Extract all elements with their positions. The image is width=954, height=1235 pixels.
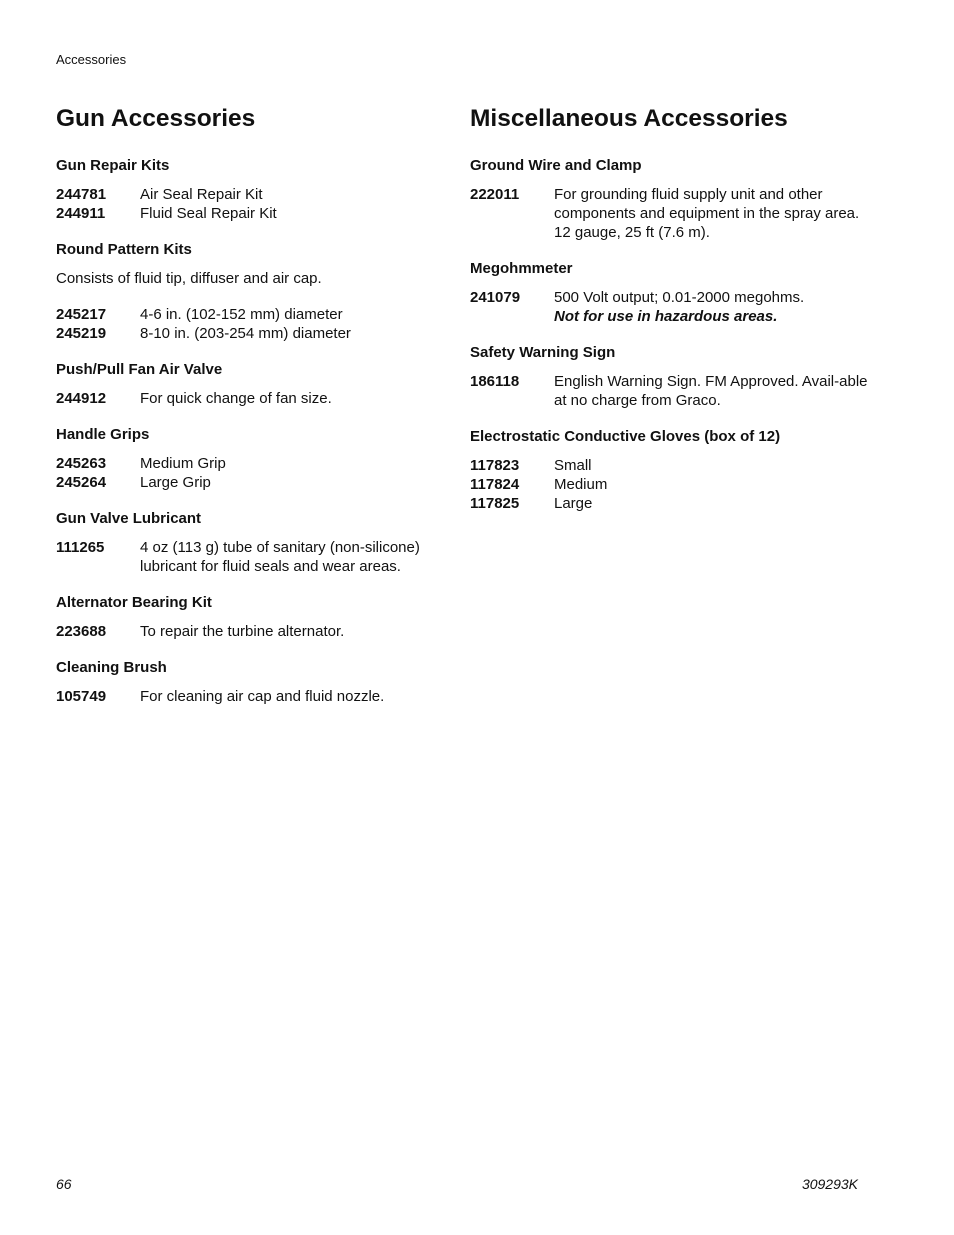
part-row (56, 389, 451, 408)
part-row (470, 185, 870, 242)
section-conductive-gloves (470, 427, 870, 513)
section-heading: Megohmmeter (470, 260, 573, 277)
part-row (56, 185, 451, 204)
part-description: Large Grip (140, 474, 211, 491)
part-description-text: 500 Volt output; 0.01-2000 megohms. (554, 289, 805, 306)
part-description: For cleaning air cap and fluid nozzle. (140, 688, 385, 705)
part-row (56, 473, 451, 492)
part-row (470, 456, 870, 475)
part-number: 186118 (470, 373, 520, 390)
part-number: 111265 (56, 539, 105, 556)
section-ground-wire-and-clamp (470, 156, 870, 242)
part-number: 105749 (56, 688, 107, 705)
part-row (56, 454, 451, 473)
part-row (470, 475, 870, 494)
part-description: Medium (554, 476, 608, 493)
part-number: 245219 (56, 325, 107, 342)
section-heading: Alternator Bearing Kit (56, 594, 212, 611)
page-number: 66 (56, 1176, 72, 1192)
section-round-pattern-kits (56, 240, 451, 343)
part-number: 245263 (56, 455, 107, 472)
part-description: English Warning Sign. FM Approved. Avail-able at no charge from Graco. (554, 373, 868, 409)
part-description-text: For grounding fluid supply unit and other components and equipment in the spray area. (554, 186, 860, 222)
part-number: 117825 (470, 495, 520, 512)
part-description (554, 185, 870, 242)
part-description: Fluid Seal Repair Kit (140, 205, 277, 222)
part-number: 244912 (56, 390, 107, 407)
part-description: To repair the turbine alternator. (140, 623, 345, 640)
section-heading: Electrostatic Conductive Gloves (box of 12) (470, 428, 781, 445)
part-row (56, 687, 451, 706)
part-number: 222011 (470, 186, 520, 203)
gun-accessories-title: Gun Accessories (56, 105, 256, 132)
document-number: 309293K (801, 1176, 858, 1192)
part-row (470, 494, 870, 513)
part-number: 244911 (56, 205, 106, 222)
part-row (56, 324, 451, 343)
part-number: 244781 (56, 186, 107, 203)
section-megohmmeter (470, 259, 870, 326)
part-description: 4-6 in. (102-152 mm) diameter (140, 306, 343, 323)
part-description: Small (554, 457, 592, 474)
section-heading: Push/Pull Fan Air Valve (56, 361, 223, 378)
part-row (470, 372, 870, 410)
section-alternator-bearing-kit (56, 593, 451, 641)
part-description: Air Seal Repair Kit (140, 186, 263, 203)
part-number: 117823 (470, 457, 520, 474)
part-row (56, 305, 451, 324)
part-description: Medium Grip (140, 455, 226, 472)
section-gun-repair-kits (56, 156, 451, 223)
hazard-note: Not for use in hazardous areas. (554, 308, 778, 325)
part-number: 245217 (56, 306, 107, 323)
section-heading: Gun Repair Kits (56, 157, 170, 174)
part-description (554, 288, 870, 326)
section-heading: Safety Warning Sign (470, 344, 616, 361)
section-safety-warning-sign (470, 343, 870, 410)
section-heading: Cleaning Brush (56, 659, 167, 676)
part-row (56, 538, 451, 576)
section-gun-valve-lubricant (56, 509, 451, 576)
section-handle-grips (56, 425, 451, 492)
section-description: Consists of fluid tip, diffuser and air cap. (56, 270, 322, 287)
part-spec-text: 12 gauge, 25 ft (7.6 m). (554, 224, 710, 241)
part-description: Large (554, 495, 593, 512)
part-description: For quick change of fan size. (140, 390, 332, 407)
part-number: 241079 (470, 289, 521, 306)
part-row (470, 288, 870, 326)
part-description: 8-10 in. (203-254 mm) diameter (140, 325, 351, 342)
gun-accessories-column (56, 103, 451, 723)
misc-accessories-title: Miscellaneous Accessories (470, 105, 788, 132)
section-cleaning-brush (56, 658, 451, 706)
part-number: 117824 (470, 476, 520, 493)
section-heading: Handle Grips (56, 426, 150, 443)
section-heading: Round Pattern Kits (56, 241, 192, 258)
misc-accessories-column (470, 103, 870, 530)
part-number: 223688 (56, 623, 107, 640)
section-push-pull-fan-air-valve (56, 360, 451, 408)
running-head: Accessories (56, 52, 127, 67)
part-description: 4 oz (113 g) tube of sanitary (non-silicone) lubricant for fluid seals and wear areas. (140, 539, 420, 575)
part-number: 245264 (56, 474, 107, 491)
part-row (56, 622, 451, 641)
part-row (56, 204, 451, 223)
section-heading: Gun Valve Lubricant (56, 510, 202, 527)
section-heading: Ground Wire and Clamp (470, 157, 642, 174)
